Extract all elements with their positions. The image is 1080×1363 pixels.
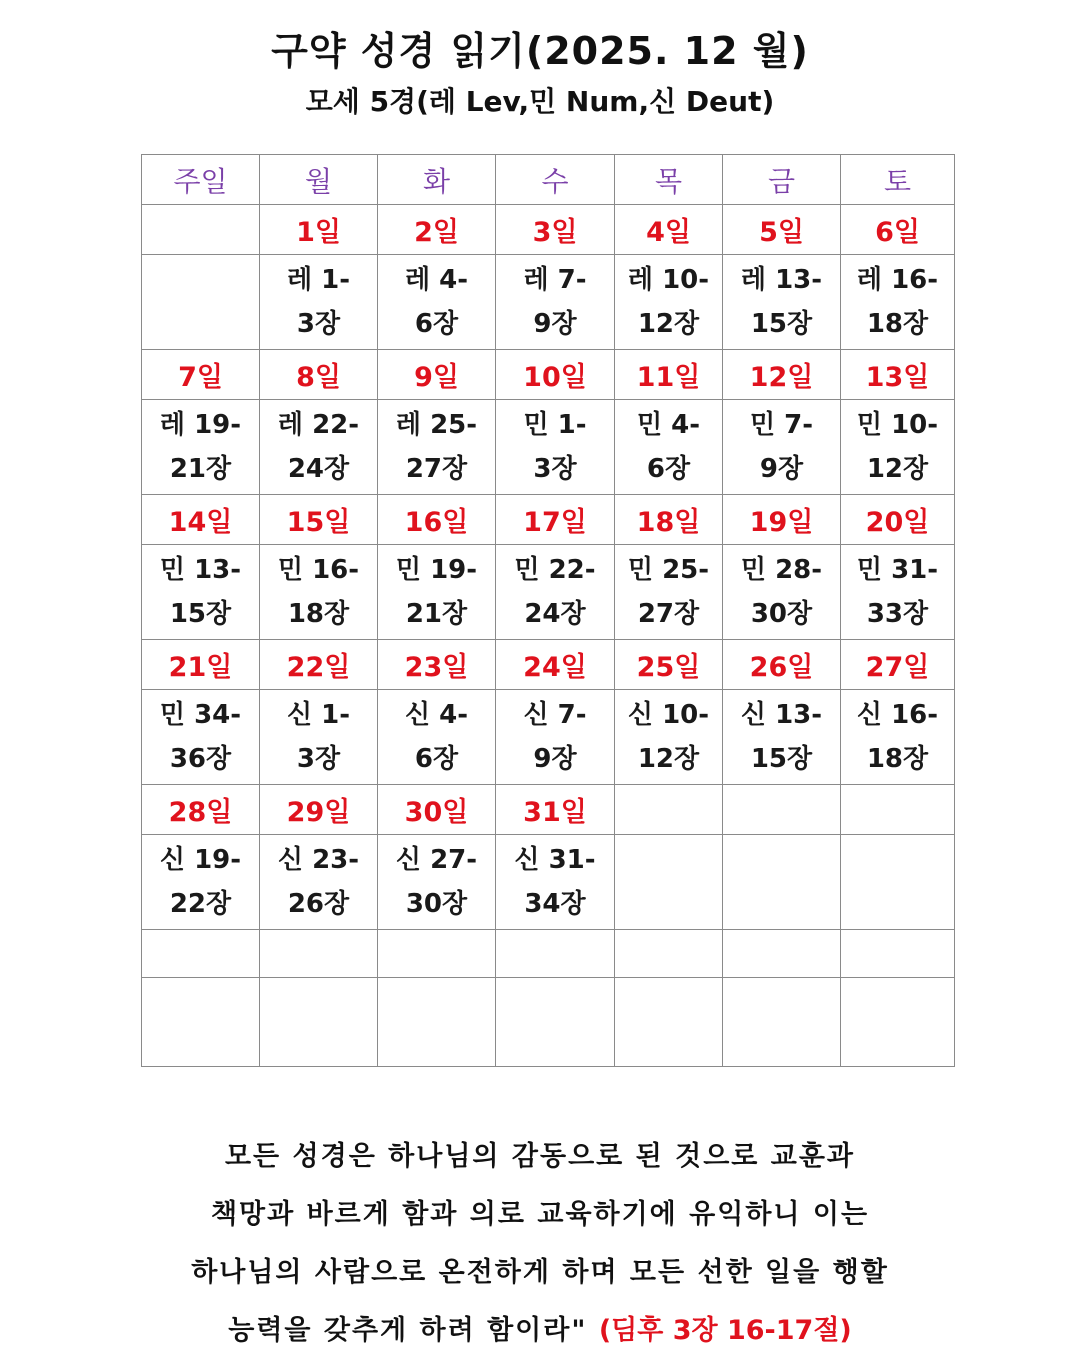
reading-cell [260,255,378,350]
date-cell: 27일 [841,640,955,690]
reading-range-end: 3장 [296,744,341,774]
reading-cell [496,690,615,785]
empty-cell [378,930,496,978]
reading-range-start: 신 10- [627,700,710,730]
reading-range-end: 18장 [287,599,350,629]
reading-cell [723,690,841,785]
reading-row [142,400,955,495]
reading-row [142,255,955,350]
reading-range-end: 27장 [405,454,468,484]
reading-cell [723,255,841,350]
reading-cell [496,255,615,350]
date-cell: 30일 [378,785,496,835]
empty-cell [723,930,841,978]
empty-cell [615,978,723,1067]
date-cell [615,785,723,835]
date-cell [142,205,260,255]
reading-range-start: 민 19- [395,555,478,585]
reading-cell [142,545,260,640]
reading-row [142,690,955,785]
date-cell: 14일 [142,495,260,545]
date-row [142,495,955,545]
reading-cell [496,835,615,930]
reading-range-end: 22장 [169,889,232,919]
reading-range-end: 6장 [414,744,459,774]
reading-range-start: 민 31- [856,555,939,585]
reading-range-start: 민 7- [749,410,814,440]
weekday-header: 목 [615,155,723,205]
reading-cell [841,835,955,930]
date-cell: 6일 [841,205,955,255]
date-cell: 1일 [260,205,378,255]
verse-line: 하나님의 사람으로 온전하게 하며 모든 선한 일을 행할 [191,1257,889,1288]
reading-range-start: 레 22- [277,410,360,440]
reading-range-start: 신 4- [404,700,469,730]
reading-range-end: 6장 [414,309,459,339]
reading-range-end: 21장 [405,599,468,629]
reading-cell [615,545,723,640]
date-cell: 5일 [723,205,841,255]
verse-line-last [0,1302,1080,1360]
date-cell: 11일 [615,350,723,400]
verse-line: 모든 성경은 하나님의 감동으로 된 것으로 교훈과 [224,1141,856,1172]
date-cell: 25일 [615,640,723,690]
reading-range-end: 24장 [524,599,586,629]
date-cell: 15일 [260,495,378,545]
date-cell: 19일 [723,495,841,545]
reading-row [142,835,955,930]
empty-row [142,930,955,978]
date-cell: 13일 [841,350,955,400]
empty-cell [142,978,260,1067]
date-cell: 2일 [378,205,496,255]
weekday-header-row [142,155,955,205]
reading-range-start: 신 1- [286,700,351,730]
reading-range-end: 12장 [866,454,929,484]
reading-calendar [141,154,955,1067]
reading-cell [841,690,955,785]
empty-cell [496,978,615,1067]
weekday-header: 토 [841,155,955,205]
reading-cell [615,255,723,350]
reading-cell [142,835,260,930]
weekday-header: 금 [723,155,841,205]
reading-range-start: 신 7- [523,700,587,730]
reading-range-end: 21장 [169,454,232,484]
empty-cell [841,930,955,978]
date-cell: 22일 [260,640,378,690]
reading-range-end: 18장 [866,744,929,774]
date-cell: 16일 [378,495,496,545]
reading-cell [496,545,615,640]
reading-range-start: 레 16- [856,265,939,295]
reading-range-start: 민 28- [740,555,823,585]
bible-verse [0,1128,1080,1360]
empty-cell [841,978,955,1067]
reading-range-start: 레 7- [523,265,587,295]
reading-range-start: 신 19- [159,845,242,875]
reading-cell [260,690,378,785]
verse-line: 책망과 바르게 함과 의로 교육하기에 유익하니 이는 [210,1199,870,1230]
reading-cell [615,835,723,930]
empty-cell [496,930,615,978]
date-cell: 10일 [496,350,615,400]
weekday-header: 수 [496,155,615,205]
reading-cell [378,255,496,350]
reading-cell [260,545,378,640]
reading-cell [496,400,615,495]
date-row [142,205,955,255]
date-cell [841,785,955,835]
reading-range-start: 민 13- [159,555,242,585]
reading-range-end: 24장 [287,454,350,484]
verse-reference: (딤후 3장 16-17절) [598,1315,852,1346]
reading-range-end: 12장 [637,309,700,339]
reading-range-end: 26장 [287,889,350,919]
reading-range-start: 레 13- [740,265,823,295]
reading-range-end: 3장 [296,309,341,339]
reading-range-start: 민 16- [277,555,360,585]
reading-range-end: 3장 [533,454,577,484]
date-cell: 17일 [496,495,615,545]
date-cell: 7일 [142,350,260,400]
weekday-header: 월 [260,155,378,205]
reading-range-start: 레 4- [404,265,469,295]
date-cell: 24일 [496,640,615,690]
reading-cell [378,835,496,930]
reading-cell [260,835,378,930]
date-cell: 21일 [142,640,260,690]
date-cell: 3일 [496,205,615,255]
reading-cell [378,545,496,640]
reading-range-end: 30장 [750,599,813,629]
reading-cell [378,690,496,785]
reading-range-end: 33장 [866,599,929,629]
date-cell: 20일 [841,495,955,545]
date-cell [723,785,841,835]
reading-range-start: 레 25- [395,410,478,440]
empty-cell [723,978,841,1067]
reading-cell [378,400,496,495]
reading-range-start: 민 22- [514,555,596,585]
reading-cell [142,255,260,350]
reading-range-end: 9장 [533,309,577,339]
reading-range-end: 9장 [759,454,804,484]
date-row [142,785,955,835]
reading-row [142,545,955,640]
page-title: 구약 성경 읽기(2025. 12 월) [271,29,809,73]
reading-range-start: 레 1- [286,265,351,295]
empty-row [142,978,955,1067]
reading-range-start: 신 27- [395,845,478,875]
reading-cell [723,400,841,495]
reading-cell [142,690,260,785]
date-cell: 12일 [723,350,841,400]
empty-cell [142,930,260,978]
reading-cell [615,400,723,495]
date-cell: 4일 [615,205,723,255]
reading-cell [723,835,841,930]
reading-range-end: 12장 [637,744,700,774]
reading-cell [142,400,260,495]
reading-cell [723,545,841,640]
page-subtitle: 모세 5경(레 Lev,민 Num,신 Deut) [305,85,775,118]
empty-cell [260,930,378,978]
date-cell: 9일 [378,350,496,400]
empty-cell [260,978,378,1067]
reading-cell [841,255,955,350]
reading-range-end: 27장 [637,599,700,629]
reading-cell [841,545,955,640]
reading-range-end: 34장 [524,889,586,919]
reading-cell [841,400,955,495]
reading-range-end: 6장 [646,454,691,484]
reading-range-start: 레 19- [159,410,242,440]
verse-text: 능력을 갖추게 하려 함이라" [228,1315,588,1346]
reading-range-end: 9장 [533,744,577,774]
reading-range-start: 민 4- [636,410,701,440]
date-row [142,640,955,690]
date-cell: 23일 [378,640,496,690]
reading-cell [260,400,378,495]
reading-range-end: 30장 [405,889,468,919]
reading-range-start: 민 10- [856,410,939,440]
weekday-header: 주일 [142,155,260,205]
date-cell: 18일 [615,495,723,545]
reading-cell [615,690,723,785]
date-cell: 8일 [260,350,378,400]
date-cell: 28일 [142,785,260,835]
date-cell: 26일 [723,640,841,690]
reading-range-start: 신 23- [277,845,360,875]
empty-cell [378,978,496,1067]
reading-range-end: 15장 [169,599,232,629]
reading-range-start: 신 16- [856,700,939,730]
reading-range-start: 민 1- [523,410,587,440]
reading-range-end: 15장 [750,309,813,339]
reading-range-start: 레 10- [627,265,710,295]
reading-range-start: 민 34- [159,700,242,730]
reading-range-start: 신 31- [514,845,596,875]
date-row [142,350,955,400]
reading-range-start: 민 25- [627,555,710,585]
date-cell: 29일 [260,785,378,835]
empty-cell [615,930,723,978]
reading-range-end: 15장 [750,744,813,774]
reading-range-end: 18장 [866,309,929,339]
date-cell: 31일 [496,785,615,835]
reading-range-end: 36장 [169,744,232,774]
reading-range-start: 신 13- [740,700,823,730]
weekday-header: 화 [378,155,496,205]
